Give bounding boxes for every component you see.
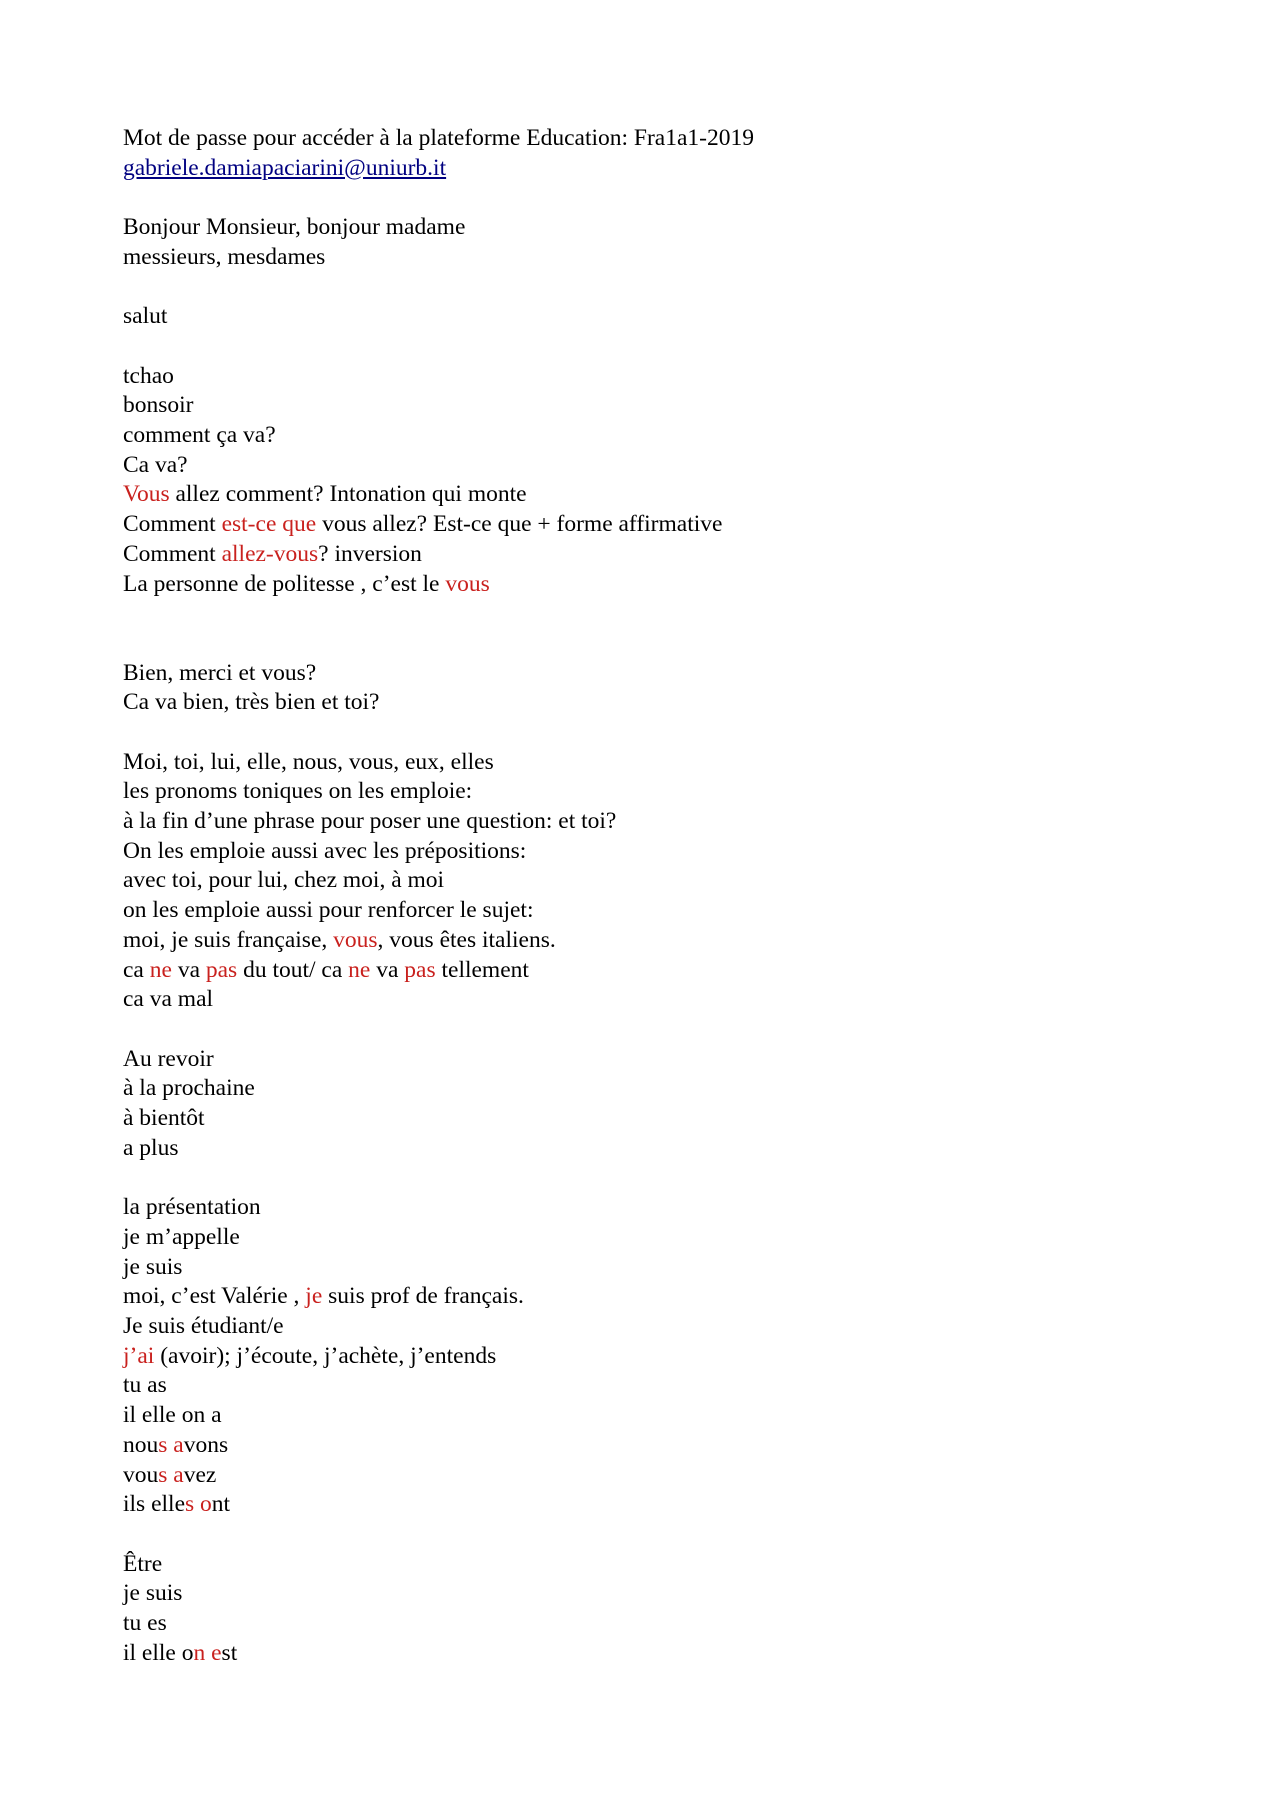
text-line (123, 688, 1183, 718)
text-line (123, 1104, 1183, 1134)
text-span: tu as (123, 1372, 167, 1399)
text-span: Bien, merci et vous? (123, 659, 317, 686)
blank-line (123, 629, 1183, 659)
text-line (123, 777, 1183, 807)
text-line (123, 362, 1183, 392)
blank-line (123, 273, 1183, 303)
text-line (123, 1312, 1183, 1342)
text-span: ? inversion (318, 540, 422, 567)
text-line (123, 1342, 1183, 1372)
text-span: nou (123, 1431, 159, 1458)
text-span: va (370, 956, 405, 983)
text-span: moi, c’est Valérie , (123, 1283, 306, 1310)
text-span: il elle o (123, 1639, 194, 1666)
text-span: Je suis étudiant/e (123, 1313, 284, 1339)
text-span: (avoir); j’écoute, j’achète, j’entends (154, 1342, 497, 1369)
blank-line (123, 1164, 1183, 1194)
text-span: Au revoir (123, 1045, 214, 1072)
text-span: ils elle (123, 1491, 185, 1518)
text-span: salut (123, 303, 168, 330)
text-span: vou (123, 1461, 159, 1488)
text-span: vous allez? Est-ce que + forme affirmative (316, 511, 723, 538)
highlighted-text: vous (445, 570, 490, 597)
text-span: vons (183, 1431, 229, 1458)
text-span: Ca va bien, très bien et toi? (123, 689, 380, 716)
text-line (123, 807, 1183, 837)
text-span: Ca va? (123, 451, 188, 478)
highlighted-text: n e (193, 1639, 222, 1666)
text-line (123, 1490, 1183, 1520)
text-span: à bientôt (123, 1105, 205, 1132)
text-line (123, 391, 1183, 421)
highlighted-text: j’ai (123, 1342, 155, 1369)
text-span: On les emploie aussi avec les prépositions: (123, 837, 527, 864)
text-line (123, 1550, 1183, 1580)
text-line (123, 510, 1183, 540)
text-line (123, 1371, 1183, 1401)
blank-line (123, 599, 1183, 629)
text-span: à la prochaine (123, 1075, 255, 1102)
text-span: La personne de politesse , c’est le (123, 570, 446, 597)
highlighted-text: Vous (123, 481, 170, 508)
highlighted-text: ne (348, 956, 371, 983)
text-span: Bonjour Monsieur, bonjour madame (123, 214, 466, 241)
text-line (123, 213, 1183, 243)
text-span: moi, je suis française, (123, 926, 334, 953)
text-line (123, 570, 1183, 600)
text-line (123, 866, 1183, 896)
text-line (123, 1193, 1183, 1223)
text-span: du tout/ ca (237, 956, 349, 983)
text-span: bonsoir (123, 392, 194, 419)
text-span: vez (183, 1461, 217, 1488)
text-span: je suis (123, 1580, 183, 1607)
email-line (123, 154, 1183, 184)
text-span: ca (123, 956, 150, 983)
text-line (123, 896, 1183, 926)
text-span: je suis (123, 1253, 183, 1280)
highlighted-text: ne (149, 956, 172, 983)
text-line (123, 1253, 1183, 1283)
text-line (123, 1223, 1183, 1253)
text-span: tu es (123, 1610, 167, 1637)
text-span: Être (123, 1550, 163, 1577)
highlighted-text: est-ce que (221, 511, 317, 538)
text-line (123, 1282, 1183, 1312)
blank-line (123, 332, 1183, 362)
highlighted-text: s a (158, 1431, 184, 1458)
text-line (123, 1579, 1183, 1609)
text-span: à la fin d’une phrase pour poser une question: et toi? (123, 808, 617, 835)
text-line (123, 837, 1183, 867)
blank-line (123, 718, 1183, 748)
text-line (123, 1431, 1183, 1461)
highlighted-text: s a (158, 1461, 184, 1488)
text-line (123, 1074, 1183, 1104)
text-span: Moi, toi, lui, elle, nous, vous, eux, elles (123, 748, 494, 775)
text-line (123, 302, 1183, 332)
text-span: allez comment? Intonation qui monte (169, 481, 527, 508)
text-line (123, 1401, 1183, 1431)
text-span: tellement (435, 956, 529, 983)
text-span: tchao (123, 362, 174, 389)
text-line (123, 1134, 1183, 1164)
highlighted-text: allez-vous (221, 540, 319, 567)
text-span: je m’appelle (123, 1223, 240, 1250)
text-span: avec toi, pour lui, chez moi, à moi (123, 867, 445, 894)
text-span: st (221, 1639, 238, 1666)
text-line (123, 1045, 1183, 1075)
highlighted-text: s o (185, 1491, 212, 1518)
document-body (123, 124, 1183, 1668)
text-line (123, 748, 1183, 778)
text-line (123, 243, 1183, 273)
text-span: suis prof de français. (322, 1283, 524, 1310)
text-span: il elle on a (123, 1402, 222, 1429)
text-span: Mot de passe pour accéder à la plateforme Education: Fra1a1-2019 (123, 125, 754, 151)
text-span: , vous êtes italiens. (377, 926, 556, 953)
text-line (123, 956, 1183, 986)
highlighted-text: vous (333, 926, 378, 953)
blank-line (123, 183, 1183, 213)
text-span: ca va mal (123, 986, 214, 1013)
text-span: on les emploie aussi pour renforcer le sujet: (123, 897, 534, 924)
email-link[interactable] (123, 155, 446, 181)
blank-line (123, 1520, 1183, 1550)
text-line (123, 1461, 1183, 1491)
blank-line (123, 1015, 1183, 1045)
text-line (123, 540, 1183, 570)
text-line (123, 421, 1183, 451)
text-line (123, 124, 1183, 154)
text-line (123, 480, 1183, 510)
text-line (123, 659, 1183, 689)
text-span: la présentation (123, 1194, 261, 1221)
highlighted-text: pas (404, 956, 436, 983)
text-line (123, 1639, 1183, 1669)
text-span: les pronoms toniques on les emploie: (123, 778, 473, 805)
text-span: nt (211, 1491, 231, 1518)
text-span: Comment (123, 540, 222, 567)
text-line (123, 985, 1183, 1015)
text-line (123, 926, 1183, 956)
highlighted-text: pas (205, 956, 238, 983)
text-span: messieurs, mesdames (123, 243, 326, 270)
text-line (123, 1609, 1183, 1639)
text-span: a plus (123, 1134, 179, 1161)
text-span: comment ça va? (123, 421, 276, 448)
text-span: gabriele.damiapaciarini@uniurb.it (123, 154, 447, 181)
text-span: va (171, 956, 206, 983)
text-line (123, 451, 1183, 481)
text-span: Comment (123, 511, 222, 538)
highlighted-text: je (305, 1283, 323, 1310)
